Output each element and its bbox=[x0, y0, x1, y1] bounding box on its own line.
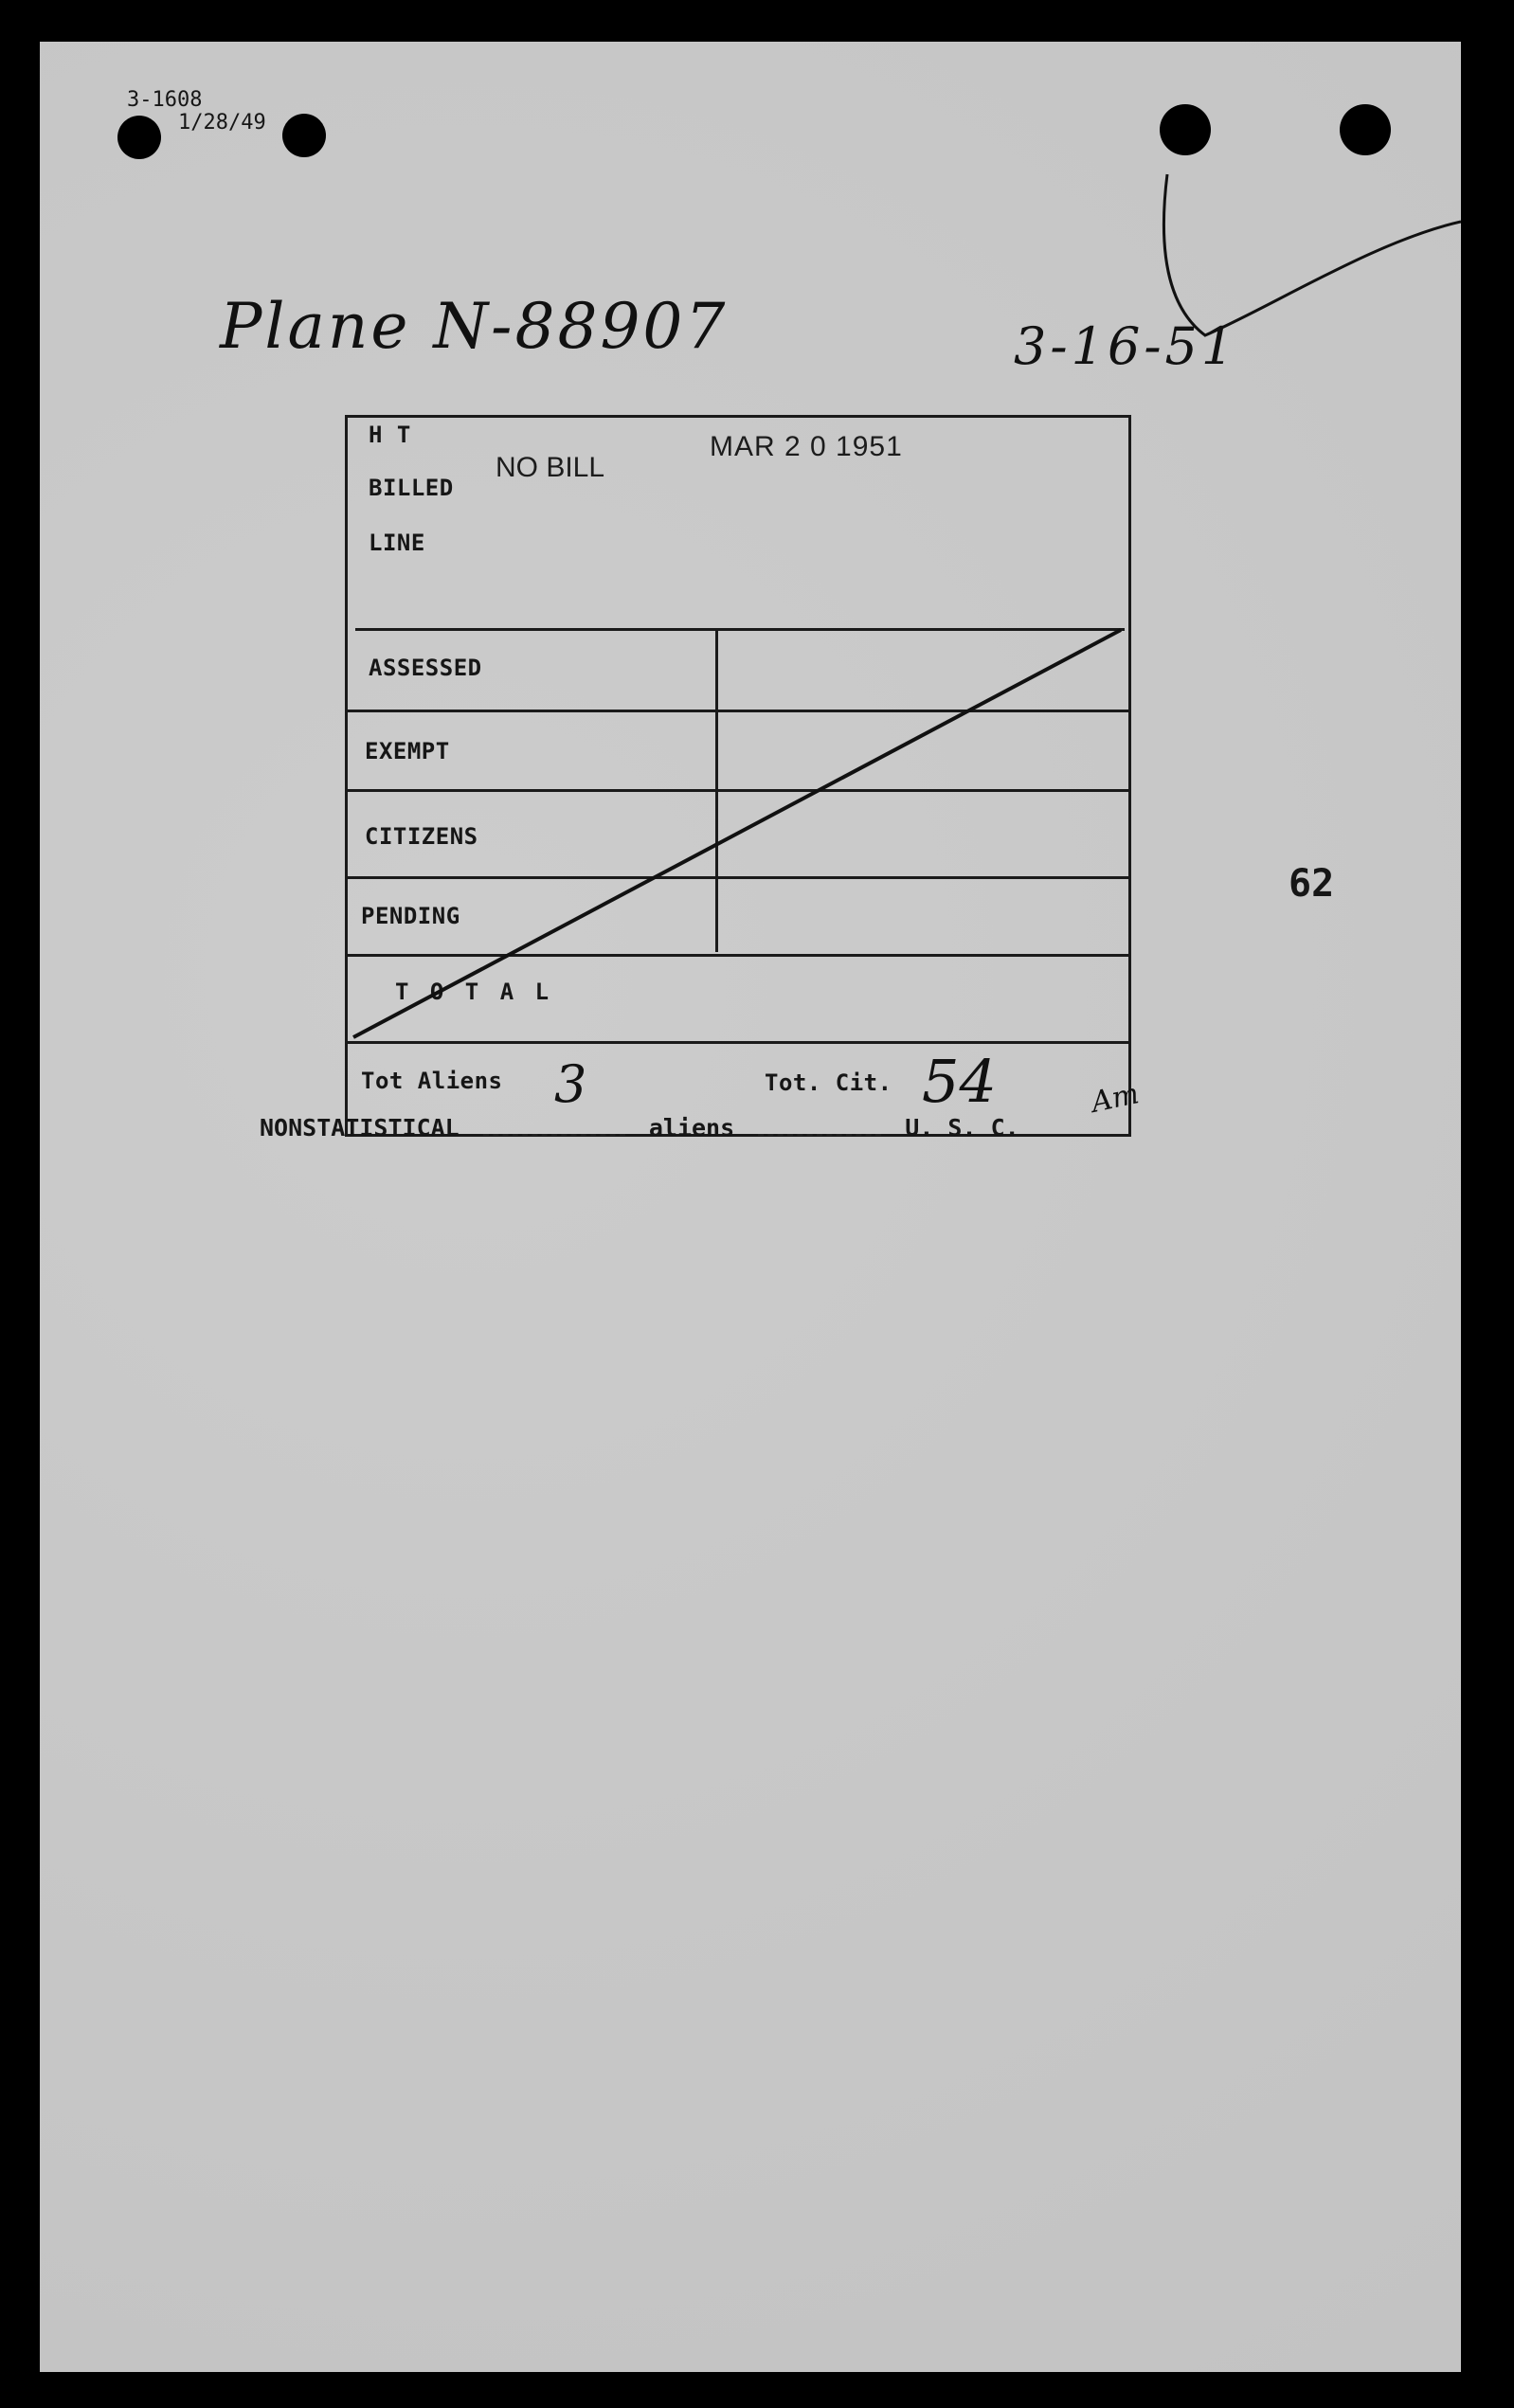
punch-hole-left bbox=[117, 116, 161, 159]
tot-cit-label: Tot. Cit. bbox=[765, 1069, 892, 1096]
handwritten-plane-number: Plane N-88907 bbox=[220, 290, 729, 363]
nonstatistical-blank-1 bbox=[483, 1134, 625, 1136]
no-bill-stamp: NO BILL bbox=[496, 452, 605, 483]
margin-number: 62 bbox=[1289, 862, 1335, 906]
total-label: T O T A L bbox=[395, 979, 553, 1005]
nonstatistical-label: NONSTATISTICAL bbox=[260, 1114, 460, 1141]
line-label: LINE bbox=[369, 530, 425, 556]
assessed-label: ASSESSED bbox=[369, 655, 482, 681]
entry-form-box bbox=[345, 415, 1131, 1137]
document-page bbox=[40, 42, 1461, 2372]
citizens-label: CITIZENS bbox=[365, 823, 478, 850]
handwritten-initials: Am bbox=[1088, 1077, 1143, 1120]
pending-label: PENDING bbox=[361, 903, 460, 929]
date-received-stamp: MAR 2 0 1951 bbox=[710, 431, 903, 462]
form-code-date: 1/28/49 bbox=[178, 111, 266, 135]
nonstatistical-line bbox=[260, 1114, 1019, 1141]
nonstatistical-blank-2 bbox=[758, 1134, 881, 1136]
exempt-label: EXEMPT bbox=[365, 738, 450, 764]
cancellation-line bbox=[348, 418, 1128, 1134]
aliens-label: aliens bbox=[648, 1114, 735, 1141]
punch-hole-left-2 bbox=[282, 114, 326, 157]
tot-cit-value: 54 bbox=[922, 1047, 997, 1116]
form-code-number: 3-1608 bbox=[127, 88, 203, 112]
tot-aliens-value: 3 bbox=[554, 1054, 587, 1114]
billed-label: BILLED bbox=[369, 475, 454, 501]
ht-label: H T bbox=[369, 422, 411, 448]
handwritten-date: 3-16-51 bbox=[1014, 316, 1238, 376]
tot-aliens-label: Tot Aliens bbox=[361, 1068, 503, 1094]
usc-label: U. S. C. bbox=[905, 1114, 1019, 1141]
